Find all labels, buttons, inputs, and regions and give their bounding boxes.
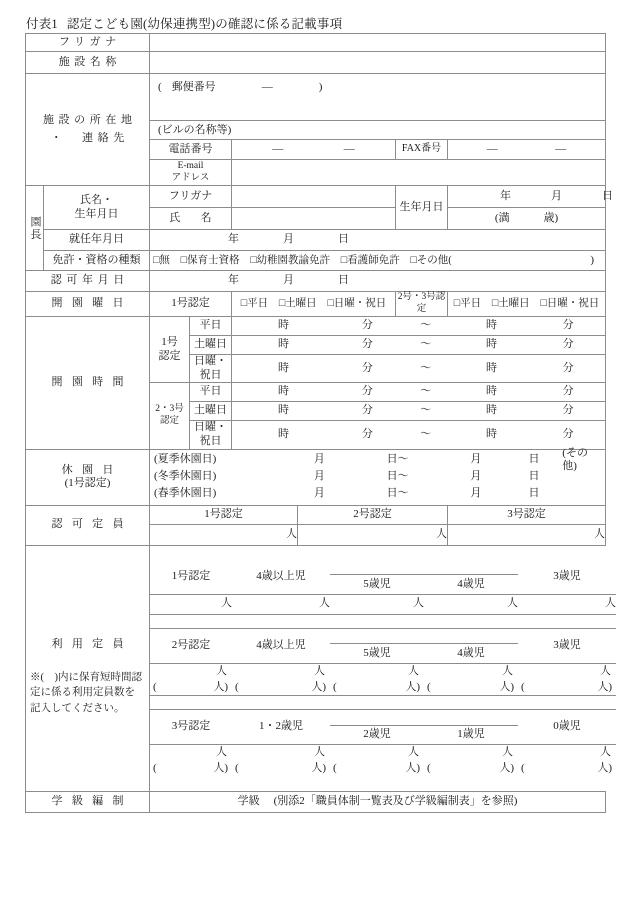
minute-start: 分 xyxy=(361,337,373,350)
closed-days-row-spring xyxy=(150,486,605,503)
usage-value-2-total-paren xyxy=(150,680,232,696)
postal-label: 郵便番号 xyxy=(171,81,216,94)
hour-end: 時 xyxy=(486,318,497,331)
appointment-ymd xyxy=(150,233,605,247)
checkbox-other[interactable]: □その他( xyxy=(410,254,452,266)
usage-block-1-values xyxy=(150,594,616,614)
summer-month-to: 月 xyxy=(470,453,482,466)
header-approved-type1: 1号認定 xyxy=(150,505,298,524)
hour-start: 時 xyxy=(277,385,289,398)
label-open-hours-type23-l1: 2・3号 xyxy=(155,404,184,415)
usage-value-2-tail-paren xyxy=(518,680,616,696)
label-closed-days-l1: 休園日 xyxy=(61,463,123,476)
usage-group-label-3: 1・2歳児 xyxy=(232,710,330,745)
title-text: 認定こども園(幼保連携型)の確認に係る記載事項 xyxy=(66,17,343,31)
checkbox-weekday-type23[interactable]: □平日 xyxy=(453,298,482,309)
tel-dash-2: — xyxy=(343,142,355,155)
building-note: (ビルの名称等) xyxy=(158,124,232,137)
paren-unit: 人) xyxy=(597,762,613,774)
paren-unit: 人) xyxy=(499,680,515,693)
hour-end: 時 xyxy=(486,361,497,374)
paren-open: ( xyxy=(333,680,337,693)
label-hours-saturday-1: 土曜日 xyxy=(190,335,232,354)
usage-group-label-2: 4歳以上児 xyxy=(232,628,330,663)
usage-capacity-inner-table xyxy=(150,560,616,777)
dob-age-line xyxy=(448,212,605,226)
label-open-hours-type1-l1: 1号 xyxy=(161,335,178,348)
open-days-type1-group[interactable] xyxy=(232,295,395,313)
usage-value-2-sub-b-paren xyxy=(424,680,518,696)
approval-month: 月 xyxy=(283,274,295,287)
paren-open: ( xyxy=(521,762,525,774)
open-days-type23-group[interactable] xyxy=(448,295,605,313)
usage-value-2-sub-b[interactable] xyxy=(424,663,518,696)
usage-value-1-tail[interactable]: 人 xyxy=(518,594,616,614)
label-open-days: 開園曜日 xyxy=(26,292,150,317)
winter-month-to: 月 xyxy=(470,470,482,483)
checkbox-saturday-type1[interactable]: □土曜日 xyxy=(278,298,317,309)
field-hours-sunday-1[interactable] xyxy=(232,354,606,383)
tilde: ～ xyxy=(420,318,432,331)
label-principal-name: 氏 名 xyxy=(150,208,232,230)
timeline-weekday-1 xyxy=(232,319,605,333)
label-hours-saturday-23: 土曜日 xyxy=(190,402,232,421)
label-open-hours-type1-l2: 認定 xyxy=(158,349,181,362)
value-approved-type1[interactable]: 人 xyxy=(150,524,298,545)
checkbox-weekday-type1[interactable]: □平日 xyxy=(240,298,269,309)
main-form-table xyxy=(25,33,617,813)
checkbox-kindergarten-teacher-license[interactable]: □幼稚園教諭免許 xyxy=(250,254,331,266)
class-unit: 学級 xyxy=(237,794,260,807)
label-email xyxy=(150,160,232,186)
hour-start: 時 xyxy=(277,361,289,374)
usage-block-1-header-top xyxy=(150,560,616,575)
label-fax: FAX番号 xyxy=(396,140,448,160)
minute-end: 分 xyxy=(562,385,574,398)
minute-start: 分 xyxy=(361,385,373,398)
label-open-hours-type23 xyxy=(150,383,190,450)
row-open-days xyxy=(26,292,606,317)
label-principal-name-dob xyxy=(44,186,150,230)
usage-capacity-note: ※( )内に保育短時間認定に係る利用定員数を記入してください。 xyxy=(30,671,142,714)
usage-sub-label-3a: 2歳児 xyxy=(330,725,424,745)
usage-value-3-group-unit: 人 xyxy=(314,746,326,759)
row-usage-capacity xyxy=(26,545,606,791)
field-open-days-type1[interactable] xyxy=(232,292,396,317)
label-name-dob-line2: 生年月日 xyxy=(74,207,119,220)
label-address xyxy=(26,74,150,186)
hour-end: 時 xyxy=(486,428,497,441)
checkbox-saturday-type23[interactable]: □土曜日 xyxy=(491,298,530,309)
approval-ymd xyxy=(150,274,605,288)
label-open-days-type1: 1号認定 xyxy=(150,292,232,317)
hour-end: 時 xyxy=(486,404,497,417)
label-approval-date: 認可年月日 xyxy=(26,271,150,292)
field-hours-weekday-1[interactable] xyxy=(232,316,606,335)
usage-block-3-header-top xyxy=(150,710,616,725)
usage-value-2-sub-a[interactable] xyxy=(330,663,424,696)
usage-value-1-sub-a[interactable]: 人 xyxy=(330,594,424,614)
label-furigana: フリガナ xyxy=(26,34,150,52)
usage-gap-band-1 xyxy=(150,614,616,628)
usage-value-3-sub-b-unit: 人 xyxy=(502,746,514,759)
usage-value-2-total[interactable] xyxy=(150,663,232,696)
paren-unit: 人) xyxy=(405,680,421,693)
field-furigana[interactable] xyxy=(150,34,606,52)
closed-days-row-winter xyxy=(150,469,605,486)
label-principal-furigana: フリガナ xyxy=(150,186,232,208)
field-open-days-type23[interactable] xyxy=(448,292,606,317)
field-fax[interactable] xyxy=(448,140,606,160)
minute-end: 分 xyxy=(562,404,574,417)
usage-value-2-total-unit: 人 xyxy=(216,664,228,677)
row-approved-capacity-header xyxy=(26,505,606,524)
usage-value-3-sub-a[interactable] xyxy=(330,745,424,777)
paren-open: ( xyxy=(427,762,431,774)
usage-value-1-sub-b[interactable]: 人 xyxy=(424,594,518,614)
label-approved-capacity: 認可定員 xyxy=(26,505,150,545)
label-closed-days-l2: (1号認定) xyxy=(64,477,111,490)
field-facility-name[interactable] xyxy=(150,52,606,74)
label-license: 免許・資格の種類 xyxy=(44,251,150,271)
age-open: (満 xyxy=(494,211,510,224)
paren-unit: 人) xyxy=(499,762,515,774)
postal-dash: — xyxy=(261,81,273,94)
paren-open: ( xyxy=(235,762,239,774)
timeline-sunday-23 xyxy=(232,428,605,442)
field-email[interactable] xyxy=(232,160,606,186)
row-facility-name xyxy=(26,52,606,74)
usage-value-3-sub-a-unit: 人 xyxy=(408,746,420,759)
hour-start: 時 xyxy=(277,318,289,331)
usage-group-label-1: 4歳以上児 xyxy=(232,560,330,595)
field-principal-furigana[interactable] xyxy=(232,186,396,208)
row-closed-days xyxy=(26,449,606,505)
label-name-dob-line1: 氏名・ xyxy=(80,193,113,206)
tel-dash-1: — xyxy=(272,142,284,155)
usage-block-2-values xyxy=(150,663,616,696)
row-open-hours-1-weekday xyxy=(26,316,606,335)
usage-value-2-tail[interactable] xyxy=(518,663,616,696)
usage-sub-label-1b: 4歳児 xyxy=(424,575,518,595)
approval-year: 年 xyxy=(228,274,240,287)
hour-start: 時 xyxy=(277,428,289,441)
label-appointment-date: 就任年月日 xyxy=(44,230,150,251)
age-label: 歳) xyxy=(543,211,559,224)
summer-month-from: 月 xyxy=(313,453,325,466)
usage-tail-label-2: 3歳児 xyxy=(518,628,616,663)
checkbox-sunday-holiday-type23[interactable]: □日曜・祝日 xyxy=(540,298,600,309)
paren-unit: 人) xyxy=(311,680,327,693)
usage-group-spacer-1 xyxy=(330,560,518,575)
field-dob-age[interactable] xyxy=(448,208,606,230)
paren-open: ( xyxy=(427,680,431,693)
paren-unit: 人) xyxy=(213,680,229,693)
label-open-days-type23: 2号・3号認定 xyxy=(396,292,448,317)
minute-end: 分 xyxy=(562,337,574,350)
label-hours-weekday-23: 平日 xyxy=(190,383,232,402)
appointment-year: 年 xyxy=(228,233,240,246)
label-closed-days xyxy=(26,449,150,505)
usage-group-spacer-3 xyxy=(330,710,518,725)
row-furigana xyxy=(26,34,606,52)
fax-dashes xyxy=(448,143,605,157)
field-hours-saturday-23[interactable] xyxy=(232,402,606,421)
usage-sub-label-1a: 5歳児 xyxy=(330,575,424,595)
paren-open: ( xyxy=(153,762,157,774)
label-hours-sunday-1: 日曜・祝日 xyxy=(190,354,232,383)
approval-day: 日 xyxy=(338,274,350,287)
minute-start: 分 xyxy=(361,318,373,331)
usage-value-3-group[interactable] xyxy=(232,745,330,777)
checkbox-sunday-holiday-type1[interactable]: □日曜・祝日 xyxy=(327,298,387,309)
minute-start: 分 xyxy=(361,361,373,374)
class-organization-line xyxy=(150,792,605,812)
field-appointment-date[interactable] xyxy=(150,230,606,251)
row-principal-furigana xyxy=(26,186,606,208)
winter-label: (冬季休園日) xyxy=(154,470,217,483)
usage-value-2-tail-unit: 人 xyxy=(600,664,612,677)
paren-unit: 人) xyxy=(405,762,421,774)
usage-sub-label-3b: 1歳児 xyxy=(424,725,518,745)
usage-type-label-2: 2号認定 xyxy=(150,628,232,663)
field-hours-sunday-23[interactable] xyxy=(232,421,606,450)
usage-value-3-total-paren xyxy=(150,761,232,777)
label-principal-vertical xyxy=(29,216,40,241)
paren-unit: 人) xyxy=(311,762,327,774)
paren-open: ( xyxy=(521,680,525,693)
value-approved-type3[interactable]: 人 xyxy=(448,524,606,545)
header-approved-type2: 2号認定 xyxy=(298,505,448,524)
field-dob-ymd[interactable] xyxy=(448,186,614,208)
field-building-name[interactable] xyxy=(150,121,606,140)
minute-start: 分 xyxy=(361,428,373,441)
paren-open: ( xyxy=(333,762,337,774)
hour-start: 時 xyxy=(277,337,289,350)
field-tel[interactable] xyxy=(232,140,396,160)
usage-block-2-header-top xyxy=(150,628,616,643)
label-open-hours-text: 開園時間 xyxy=(51,375,133,388)
label-address-line2: ・ 連絡先 xyxy=(50,131,129,144)
postal-close: ) xyxy=(318,81,323,94)
postal-open: ( xyxy=(158,81,162,94)
timeline-saturday-1 xyxy=(232,338,605,352)
tilde: ～ xyxy=(420,385,432,398)
hour-end: 時 xyxy=(486,385,497,398)
usage-value-1-group[interactable]: 人 xyxy=(232,594,330,614)
usage-value-3-group-paren xyxy=(232,761,330,777)
row-address-block xyxy=(26,74,606,121)
usage-value-3-tail-paren xyxy=(518,761,616,777)
row-appointment-date xyxy=(26,230,606,251)
label-principal xyxy=(26,186,44,271)
page-title xyxy=(26,14,342,32)
dob-month: 月 xyxy=(551,189,563,202)
label-principal-l1: 園 xyxy=(29,215,41,228)
usage-value-1-total[interactable]: 人 xyxy=(150,594,232,614)
license-other-close: ) xyxy=(590,253,595,266)
label-hours-weekday-1: 平日 xyxy=(190,316,232,335)
paren-open: ( xyxy=(235,680,239,693)
winter-day-to: 日 xyxy=(528,470,540,483)
usage-type-label-3: 3号認定 xyxy=(150,710,232,745)
dob-ymd-line xyxy=(448,189,614,204)
row-class-organization xyxy=(26,791,606,812)
winter-month-from: 月 xyxy=(313,470,325,483)
usage-value-2-sub-a-unit: 人 xyxy=(408,664,420,677)
usage-value-2-sub-b-unit: 人 xyxy=(502,664,514,677)
usage-value-3-sub-a-paren xyxy=(330,761,424,777)
label-address-line1: 施設の所在地 xyxy=(42,114,137,127)
field-address[interactable] xyxy=(150,74,606,121)
field-closed-days[interactable] xyxy=(150,446,606,505)
minute-end: 分 xyxy=(562,318,574,331)
timeline-sunday-1 xyxy=(232,362,605,376)
usage-type-label-1: 1号認定 xyxy=(150,560,232,595)
field-hours-weekday-23[interactable] xyxy=(232,383,606,402)
label-email-line2: アドレス xyxy=(171,172,210,183)
usage-tail-label-3: 0歳児 xyxy=(518,710,616,745)
usage-sub-label-2b: 4歳児 xyxy=(424,644,518,664)
usage-gap-2 xyxy=(150,696,616,710)
usage-sub-label-2a: 5歳児 xyxy=(330,644,424,664)
checkbox-nursery-qualification[interactable]: □保育士資格 xyxy=(180,254,240,266)
usage-tail-label-1: 3歳児 xyxy=(518,560,616,595)
winter-day-from: 日～ xyxy=(386,470,409,483)
hour-start: 時 xyxy=(277,404,289,417)
usage-capacity-blocks xyxy=(150,545,617,791)
label-open-hours-type1 xyxy=(150,316,190,383)
label-hours-sunday-23: 日曜・祝日 xyxy=(190,421,232,450)
spring-day-from: 日～ xyxy=(386,487,409,500)
usage-block-3-values xyxy=(150,745,616,777)
paren-unit: 人) xyxy=(597,680,613,693)
field-license[interactable] xyxy=(150,251,606,271)
dob-day: 日 xyxy=(602,189,614,202)
fax-dash-1: — xyxy=(486,142,498,155)
usage-value-3-total-unit: 人 xyxy=(216,746,228,759)
label-class-organization: 学級編制 xyxy=(26,791,150,812)
appointment-month: 月 xyxy=(283,233,295,246)
label-open-hours xyxy=(26,316,150,449)
spring-month-to: 月 xyxy=(470,487,482,500)
paren-unit: 人) xyxy=(213,762,229,774)
tel-dashes xyxy=(232,143,395,157)
class-reference: (別添2「職員体制一覧表及び学級編制表」を参照) xyxy=(273,794,518,807)
value-approved-type2[interactable]: 人 xyxy=(298,524,448,545)
usage-group-spacer-2 xyxy=(330,628,518,643)
checkbox-none[interactable]: □無 xyxy=(153,254,170,266)
usage-value-3-tail-unit: 人 xyxy=(600,746,612,759)
tilde: ～ xyxy=(420,404,432,417)
field-principal-name[interactable] xyxy=(232,208,396,230)
tilde: ～ xyxy=(420,361,432,374)
paren-open: ( xyxy=(153,680,157,693)
summer-label: (夏季休園日) xyxy=(154,453,217,466)
summer-day-to: 日 xyxy=(528,453,540,466)
label-usage-capacity-text: 利用定員 xyxy=(51,637,133,650)
usage-value-3-sub-b[interactable] xyxy=(424,745,518,777)
usage-value-3-total[interactable] xyxy=(150,745,232,777)
label-facility-name: 施設名称 xyxy=(26,52,150,74)
timeline-saturday-23 xyxy=(232,404,605,418)
label-usage-capacity xyxy=(26,545,150,791)
minute-end: 分 xyxy=(562,361,574,374)
row-approval-date xyxy=(26,271,606,292)
usage-value-2-group[interactable] xyxy=(232,663,330,696)
label-dob: 生年月日 xyxy=(396,186,448,230)
spring-label: (春季休園日) xyxy=(154,487,217,500)
usage-value-3-tail[interactable] xyxy=(518,745,616,777)
checkbox-nurse-license[interactable]: □看護師免許 xyxy=(340,254,400,266)
spring-day-to: 日 xyxy=(528,487,540,500)
tilde: ～ xyxy=(420,337,432,350)
usage-value-3-sub-b-paren xyxy=(424,761,518,777)
postal-line xyxy=(150,74,605,98)
usage-value-2-group-unit: 人 xyxy=(314,664,326,677)
usage-value-2-sub-a-paren xyxy=(330,680,424,696)
label-email-line1: E-mail xyxy=(177,160,204,171)
title-number: 付表1 xyxy=(26,17,58,31)
timeline-weekday-23 xyxy=(232,385,605,399)
field-approval-date[interactable] xyxy=(150,271,606,292)
summer-other: (その他) xyxy=(562,446,588,473)
header-approved-type3: 3号認定 xyxy=(448,505,606,524)
row-license xyxy=(26,251,606,271)
label-principal-l2: 長 xyxy=(29,228,41,241)
field-hours-saturday-1[interactable] xyxy=(232,335,606,354)
appointment-day: 日 xyxy=(338,233,350,246)
tilde: ～ xyxy=(420,428,432,441)
usage-gap-1 xyxy=(150,614,616,628)
license-checkbox-group[interactable] xyxy=(150,252,605,270)
summer-day-from: 日～ xyxy=(386,453,409,466)
label-tel: 電話番号 xyxy=(150,140,232,160)
spring-month-from: 月 xyxy=(313,487,325,500)
usage-gap-band-2 xyxy=(150,696,616,710)
closed-days-row-summer xyxy=(150,446,605,473)
minute-start: 分 xyxy=(361,404,373,417)
dob-year: 年 xyxy=(500,189,512,202)
minute-end: 分 xyxy=(562,428,574,441)
fax-dash-2: — xyxy=(555,142,567,155)
label-open-hours-type23-l2: 認定 xyxy=(160,416,180,426)
usage-value-2-group-paren xyxy=(232,680,330,696)
field-class-organization[interactable] xyxy=(150,791,606,812)
hour-end: 時 xyxy=(486,337,497,350)
